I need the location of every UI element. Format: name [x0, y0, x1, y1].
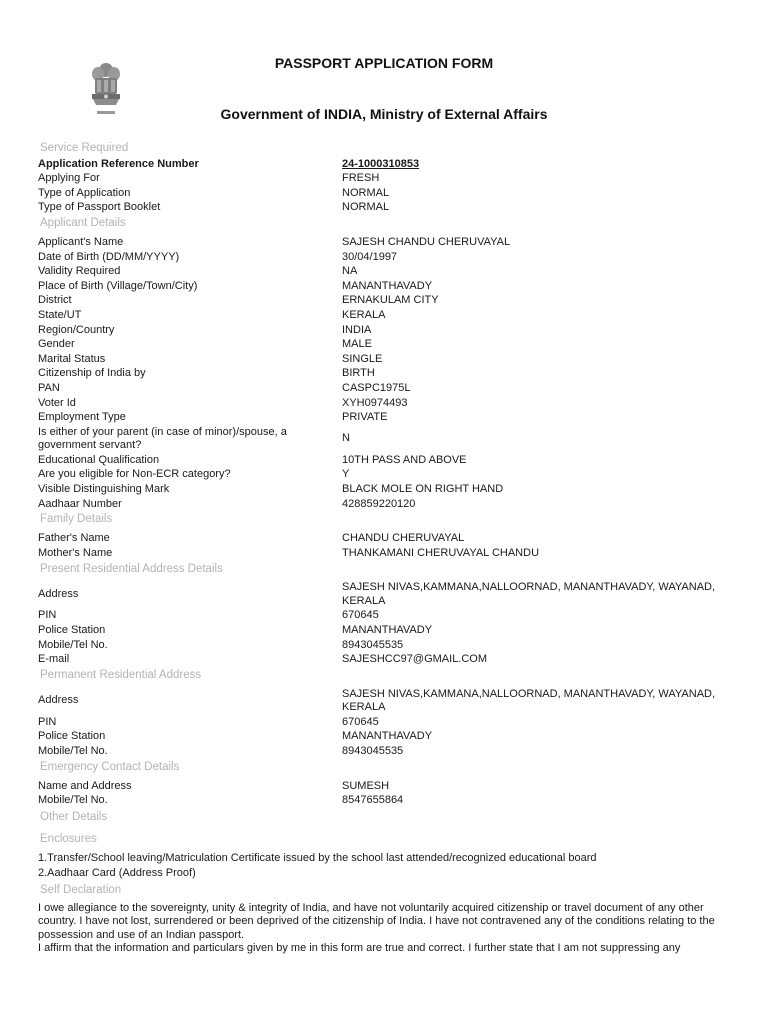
field-label: Mobile/Tel No. [38, 794, 108, 807]
field-label: Validity Required [38, 265, 121, 278]
field-value: SAJESH CHANDU CHERUVAYAL [342, 236, 511, 249]
field-value: MALE [342, 338, 372, 351]
field-row [38, 581, 738, 609]
field-label: Gender [38, 338, 75, 351]
field-row [38, 396, 738, 411]
field-label: Applicant's Name [38, 236, 124, 249]
field-value: THANKAMANI CHERUVAYAL CHANDU [342, 546, 540, 559]
field-row [38, 279, 738, 294]
field-row [38, 186, 738, 201]
field-row [38, 546, 738, 561]
field-row [38, 411, 738, 426]
field-row [38, 482, 738, 497]
field-label: PAN [38, 382, 60, 394]
field-label: Are you eligible for Non-ECR category? [38, 468, 231, 481]
field-value: SAJESH NIVAS,KAMMANA,NALLOORNAD, MANANTHAVADY, WAYANAD, KERALA [342, 581, 716, 607]
declaration-paragraph: I affirm that the information and particulars given by me in this form are true and correct. I further state that I am not suppressing any [38, 941, 681, 954]
permanent-address-section [38, 667, 738, 759]
field-value: ERNAKULAM CITY [342, 294, 439, 307]
family-section [38, 511, 738, 560]
field-value: BLACK MOLE ON RIGHT HAND [342, 482, 504, 495]
field-value: INDIA [342, 323, 372, 336]
form-title: PASSPORT APPLICATION FORM [274, 55, 494, 71]
field-label: Police Station [38, 730, 106, 743]
field-row [38, 323, 738, 338]
form-content [38, 140, 738, 955]
field-label: Address [38, 694, 79, 707]
field-row [38, 265, 738, 280]
field-row [38, 172, 738, 187]
field-label: Citizenship of India by [38, 367, 146, 380]
section-header: Self Declaration [40, 884, 122, 897]
section-header: Family Details [40, 513, 113, 526]
reference-number-row [38, 157, 738, 172]
field-row [38, 623, 738, 638]
field-row [38, 730, 738, 745]
field-label: Is either of your parent (in case of minor)/spouse, a government servant? [38, 425, 287, 452]
field-label: Type of Application [38, 186, 131, 199]
field-value: NORMAL [342, 201, 390, 214]
field-label: District [38, 294, 72, 307]
field-row [38, 367, 738, 382]
field-row [38, 468, 738, 483]
field-label: Type of Passport Booklet [38, 201, 161, 214]
field-row [38, 294, 738, 309]
field-value: 24-1000310853 [342, 157, 420, 170]
field-row [38, 308, 738, 323]
field-value: Y [342, 468, 350, 481]
declaration-paragraph: I owe allegiance to the sovereignty, unity & integrity of India, and have not voluntarily acquired citizenship or travel document of any other country. I have not lost, surrendered or been deprived of the citizenship of India. I have not contravened any of the conditions relating to the possession and use of an Indian passport. [38, 902, 715, 941]
field-row [38, 381, 738, 396]
field-row [38, 250, 738, 265]
field-label: Mother's Name [38, 546, 113, 559]
field-label: Visible Distinguishing Mark [38, 482, 170, 495]
field-row [38, 715, 738, 730]
field-row [38, 531, 738, 546]
present-address-section [38, 561, 738, 667]
applicant-section [38, 215, 738, 511]
field-row [38, 687, 738, 715]
field-row [38, 497, 738, 512]
field-value: CHANDU CHERUVAYAL [342, 532, 465, 545]
section-header: Enclosures [40, 833, 97, 845]
field-row [38, 638, 738, 653]
field-label: Mobile/Tel No. [38, 638, 108, 651]
field-label: Father's Name [38, 532, 110, 545]
enclosures-section [38, 831, 738, 880]
other-section [38, 809, 738, 826]
field-value: NA [342, 265, 358, 278]
field-row [38, 201, 738, 216]
field-value: NORMAL [342, 186, 390, 199]
field-value: 670645 [342, 609, 379, 622]
field-value: CASPC1975L [342, 382, 411, 394]
field-label: Region/Country [38, 323, 115, 336]
field-row [38, 425, 738, 453]
field-label: Educational Qualification [38, 453, 160, 466]
field-value: SINGLE [342, 352, 383, 365]
field-label: Employment Type [38, 411, 126, 424]
field-row [38, 779, 738, 794]
enclosure-item: 2.Aadhaar Card (Address Proof) [38, 866, 196, 879]
field-label: Voter Id [38, 396, 76, 409]
section-header: Permanent Residential Address [40, 669, 202, 682]
section-header: Other Details [40, 811, 108, 823]
field-value: 10TH PASS AND ABOVE [342, 453, 467, 466]
section-header: Emergency Contact Details [40, 760, 180, 773]
section-header: Present Residential Address Details [40, 562, 223, 575]
form-subtitle: Government of INDIA, Ministry of External Affairs [220, 106, 548, 122]
field-label: Marital Status [38, 352, 106, 365]
field-label: PIN [38, 609, 57, 622]
field-row [38, 453, 738, 468]
service-section [38, 140, 738, 215]
field-row [38, 652, 738, 667]
field-row [38, 352, 738, 367]
enclosure-item: 1.Transfer/School leaving/Matriculation Certificate issued by the school last attended/recognized educational board [38, 852, 597, 864]
field-label: PIN [38, 715, 57, 728]
field-value: 8547655864 [342, 794, 404, 807]
field-label: Application Reference Number [38, 157, 199, 170]
field-value: SAJESHCC97@GMAIL.COM [342, 653, 488, 666]
field-label: Date of Birth (DD/MM/YYYY) [38, 250, 180, 263]
field-value: MANANTHAVADY [342, 730, 433, 743]
field-value: 8943045535 [342, 638, 404, 651]
section-header: Applicant Details [40, 217, 126, 230]
emergency-section [38, 759, 738, 808]
field-label: Name and Address [38, 779, 132, 792]
field-value: PRIVATE [342, 411, 388, 424]
field-value: 428859220120 [342, 497, 416, 510]
field-value: BIRTH [342, 367, 375, 380]
field-label: Address [38, 588, 79, 601]
field-label: Applying For [38, 172, 100, 185]
field-label: Aadhaar Number [38, 497, 122, 510]
field-value: KERALA [342, 309, 386, 322]
field-row [38, 338, 738, 353]
field-value: SUMESH [342, 779, 390, 792]
field-row [38, 744, 738, 759]
self-declaration-section [38, 882, 738, 955]
field-label: Mobile/Tel No. [38, 744, 108, 757]
field-label: Police Station [38, 623, 106, 636]
field-value: FRESH [342, 172, 380, 185]
field-value: 30/04/1997 [342, 250, 398, 263]
field-label: E-mail [38, 653, 70, 666]
field-label: Place of Birth (Village/Town/City) [38, 279, 198, 292]
field-value: 8943045535 [342, 744, 404, 757]
field-value: MANANTHAVADY [342, 279, 433, 292]
field-row [38, 793, 738, 808]
field-value: SAJESH NIVAS,KAMMANA,NALLOORNAD, MANANTHAVADY, WAYANAD, KERALA [342, 687, 716, 714]
field-value: MANANTHAVADY [342, 623, 433, 636]
field-row [38, 235, 738, 250]
field-label: State/UT [38, 309, 82, 322]
field-row [38, 609, 738, 624]
field-value: N [342, 432, 350, 445]
field-value: XYH0974493 [342, 396, 408, 409]
field-value: 670645 [342, 715, 379, 728]
section-header: Service Required [40, 142, 129, 154]
